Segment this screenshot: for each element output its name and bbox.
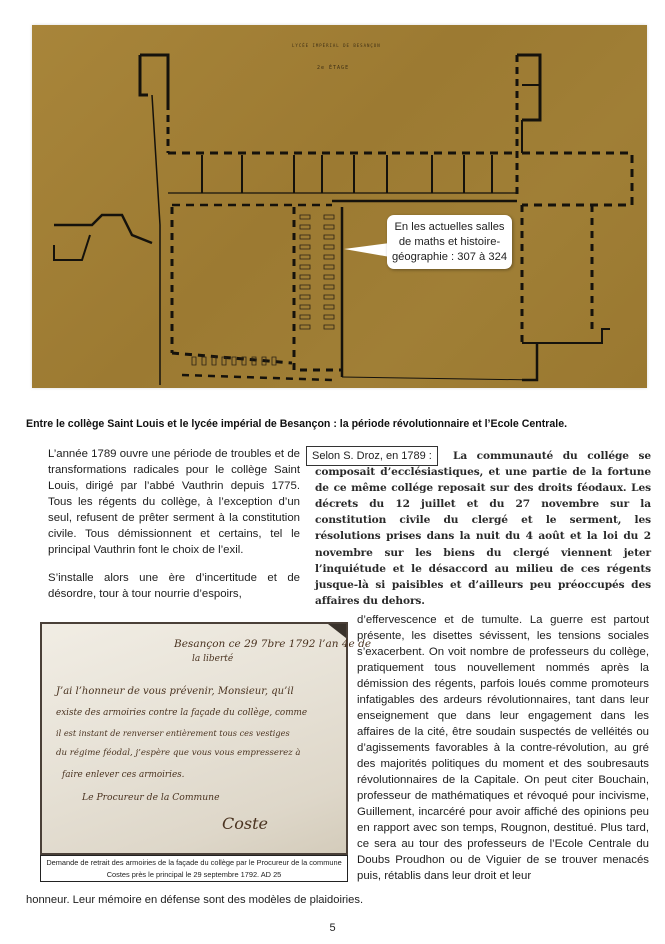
letter-line: existe des armoiries contre la façade du collège, comme bbox=[56, 708, 308, 718]
floor-plan-image bbox=[32, 25, 647, 388]
letter-signature: Coste bbox=[222, 814, 268, 833]
left-column bbox=[48, 446, 300, 614]
section-heading: Entre le collège Saint Louis et le lycée impérial de Besançon : la période révolutionnaire et l’Ecole Centrale. bbox=[26, 418, 568, 430]
paragraph: L’année 1789 ouvre une période de troubles et de transformations radicales pour le collège Saint Louis, dirigé par l’abbé Vauthrin depuis 1775. Tous les régents du collège, à l’exception d’un seul, refusent de prêter serment à la constitution civile. Tous démissionnent et certains, tel le principal Vauthrin font le choix de l’exil. bbox=[48, 448, 300, 556]
letter-line: J’ai l’honneur de vous prévenir, Monsieur, qu’il bbox=[56, 686, 294, 697]
right-column: d’effervescence et de tumulte. La guerre est partout présente, les disettes sévissent, les tensions sociales s’exacerbent. On voit nombre de professeurs du collège, pratiquement tous nouvellement nommés après la démission des régents, parfois loués comme promoteurs infatigables des ardeurs révolutionnaires, tant dans leur enseignement que dans leur engagement dans les affaires de la cité, être soudain suspectés de velléités ou d’agissements favorables à la contre-révolution, au gré des majorités politiques du moment et des soubresauts révolutionnaires de la Capitale. On peut citer Bouchain, professeur de mathématiques et révoqué pour incivisme, Guillement, incarcéré pour avoir affiché des opinions peu en rapport avec son temps, Rougnon, destitué. Plus tard, ce sera au tour des professeurs de l’Ecole Centrale du Doubs Proudhon ou de Viguier de se trouver menacés puis, rétablis dans leur droit et leur bbox=[357, 614, 649, 882]
letter-signatory: Le Procureur de la Commune bbox=[82, 792, 220, 803]
letter-caption: Demande de retrait des armoiries de la façade du collège par le Procureur de la commune Costes près le principal le 29 septembre 1792. AD 25 bbox=[40, 855, 348, 882]
callout-text: En les actuelles salles de maths et histoire- géographie : 307 à 324 bbox=[391, 221, 508, 263]
callout-bubble bbox=[387, 215, 512, 269]
page-number: 5 bbox=[329, 922, 336, 934]
callout-pointer bbox=[344, 243, 390, 257]
quote-text: La communauté du collége se composait d’ecclésiastiques, et une partie de la fortune de ce même collége reposait sur des droits féodaux. Les décrets du 12 juillet et du 27 novembre sur la constitution civile du clergé et le serment, les résolutions prises dans la nuit du 4 août et la loi du 2 novembre sur les biens du clergé viennent jeter l’inquiétude et le désaccord au milieu de ces régents jusque-là si paisibles et d’ailleurs peu préoccupés des affaires du dehors. bbox=[315, 450, 651, 607]
letter-line: il est instant de renverser entièrement tous ces vestiges bbox=[56, 728, 290, 738]
torn-corner bbox=[328, 624, 346, 638]
plan-floor-label: 2e ÉTAGE bbox=[317, 65, 350, 71]
letter-line: faire enlever ces armoiries. bbox=[62, 770, 185, 780]
letter-image bbox=[40, 622, 372, 855]
letter-liberte: la liberté bbox=[192, 654, 234, 664]
closing-line: honneur. Leur mémoire en défense sont des modèles de plaidoiries. bbox=[26, 894, 364, 906]
floor-plan-drawing bbox=[32, 25, 647, 388]
letter-date: Besançon ce 29 7bre 1792 l’an 4e de bbox=[174, 638, 372, 650]
plan-title: LYCÉE IMPÉRIAL DE BESANÇON bbox=[292, 43, 381, 48]
paragraph: S’installe alors une ère d’incertitude et de désordre, tour à tour nourrie d’espoirs, bbox=[48, 572, 300, 600]
letter-line: du régime féodal, j’espère que vous vous empresserez à bbox=[56, 748, 301, 758]
quote-source-label: Selon S. Droz, en 1789 : bbox=[306, 446, 438, 466]
